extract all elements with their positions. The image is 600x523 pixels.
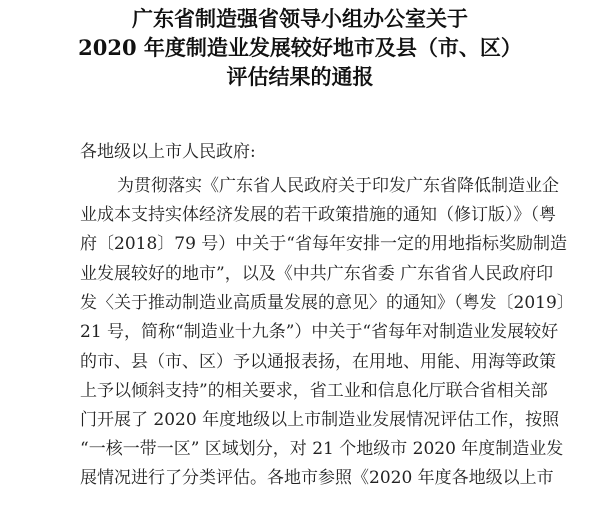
title-line-3: 评估结果的通报 <box>226 64 374 89</box>
body-line: 门开展了 2020 年度地级以上市制造业发展情况评估工作，按照 <box>80 410 560 430</box>
salutation: 各地级以上市人民政府: <box>80 142 256 162</box>
body-line: 上予以倾斜支持”的相关要求，省工业和信息化厅联合省相关部 <box>80 381 548 401</box>
body-line: 府〔2018〕79 号）中关于“省每年安排一定的用地指标奖励制造 <box>80 234 567 254</box>
body-line: 发〈关于推动制造业高质量发展的意见〉的通知》（粤发〔2019〕 <box>80 293 574 313</box>
body-line: 业成本支持实体经济发展的若干政策措施的通知（修订版）》（粤 <box>80 205 556 225</box>
body-line: 的市、县（市、区）予以通报表扬，在用地、用能、用海等政策 <box>80 352 556 372</box>
body-line: 业发展较好的地市”，以及《中共广东省委 广东省省人民政府印 <box>80 264 554 284</box>
body-line: 21 号，简称“制造业十九条”）中关于“省每年对制造业发展较好 <box>80 322 559 342</box>
title-line-2: 2020 年度制造业发展较好地市及县（市、区） <box>78 35 522 60</box>
body-line: “一核一带一区” 区域划分，对 21 个地级市 2020 年度制造业发 <box>80 439 564 459</box>
body-line: 为贯彻落实《广东省人民政府关于印发广东省降低制造业企 <box>117 176 559 196</box>
title-line-1: 广东省制造强省领导小组办公室关于 <box>132 6 468 31</box>
body-line: 展情况进行了分类评估。各地市参照《2020 年度各地级以上市 <box>80 468 554 488</box>
